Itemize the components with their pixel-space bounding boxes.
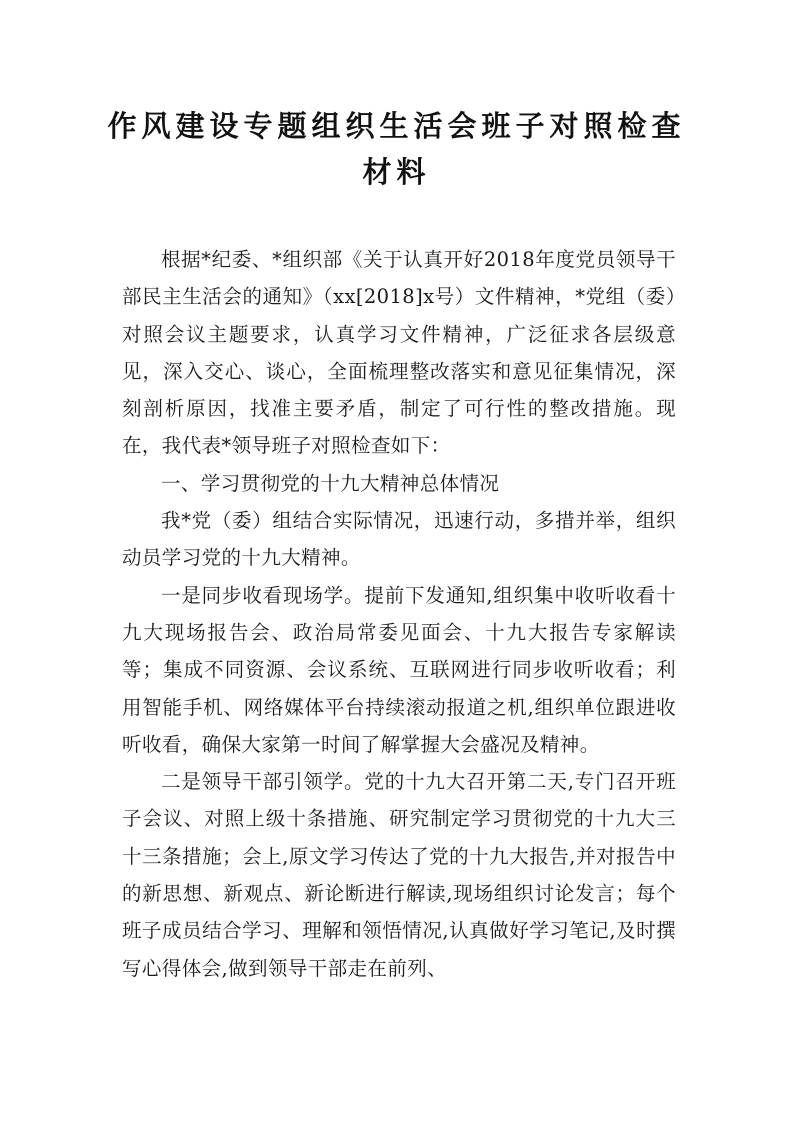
document-body	[122, 241, 676, 987]
document-title-line-1: 作风建设专题组织生活会班子对照检查	[107, 109, 686, 143]
paragraph-point-2: 二是领导干部引领学。党的十九大召开第二天,专门召开班子会议、对照上级十条措施、研究制定学习贯彻党的十九大三十三条措施；会上,原文学习传达了党的十九大报告,并对报告中的新思想、新观点、新论断进行解读,现场组织讨论发言；每个班子成员结合学习、理解和领悟情况,认真做好学习笔记,及时撰写心得体会,做到领导干部走在前列、	[122, 770, 676, 980]
paragraph-overview: 我*党（委）组结合实际情况，迅速行动，多措并举，组织动员学习党的十九大精神。	[122, 509, 676, 570]
section-heading-1: 一、学习贯彻党的十九大精神总体情况	[161, 471, 500, 495]
document-title-line-2: 材料	[362, 155, 431, 189]
paragraph-point-1: 一是同步收看现场学。提前下发通知,组织集中收听收看十九大现场报告会、政治局常委见面会、十九大报告专家解读等；集成不同资源、会议系统、互联网进行同步收听收看；利用智能手机、网络媒体平台持续滚动报道之机,组织单位跟进收听收看，确保大家第一时间了解掌握大会盛况及精神。	[122, 583, 676, 756]
paragraph-intro: 根据*纪委、*组织部《关于认真开好2018年度党员领导干部民主生活会的通知》（xx[2018]x号）文件精神，*党组（委）对照会议主题要求，认真学习文件精神，广泛征求各层级意见，深入交心、谈心，全面梳理整改落实和意见征集情况，深刻剖析原因，找准主要矛盾，制定了可行性的整改措施。现在，我代表*领导班子对照检查如下：	[122, 248, 676, 458]
